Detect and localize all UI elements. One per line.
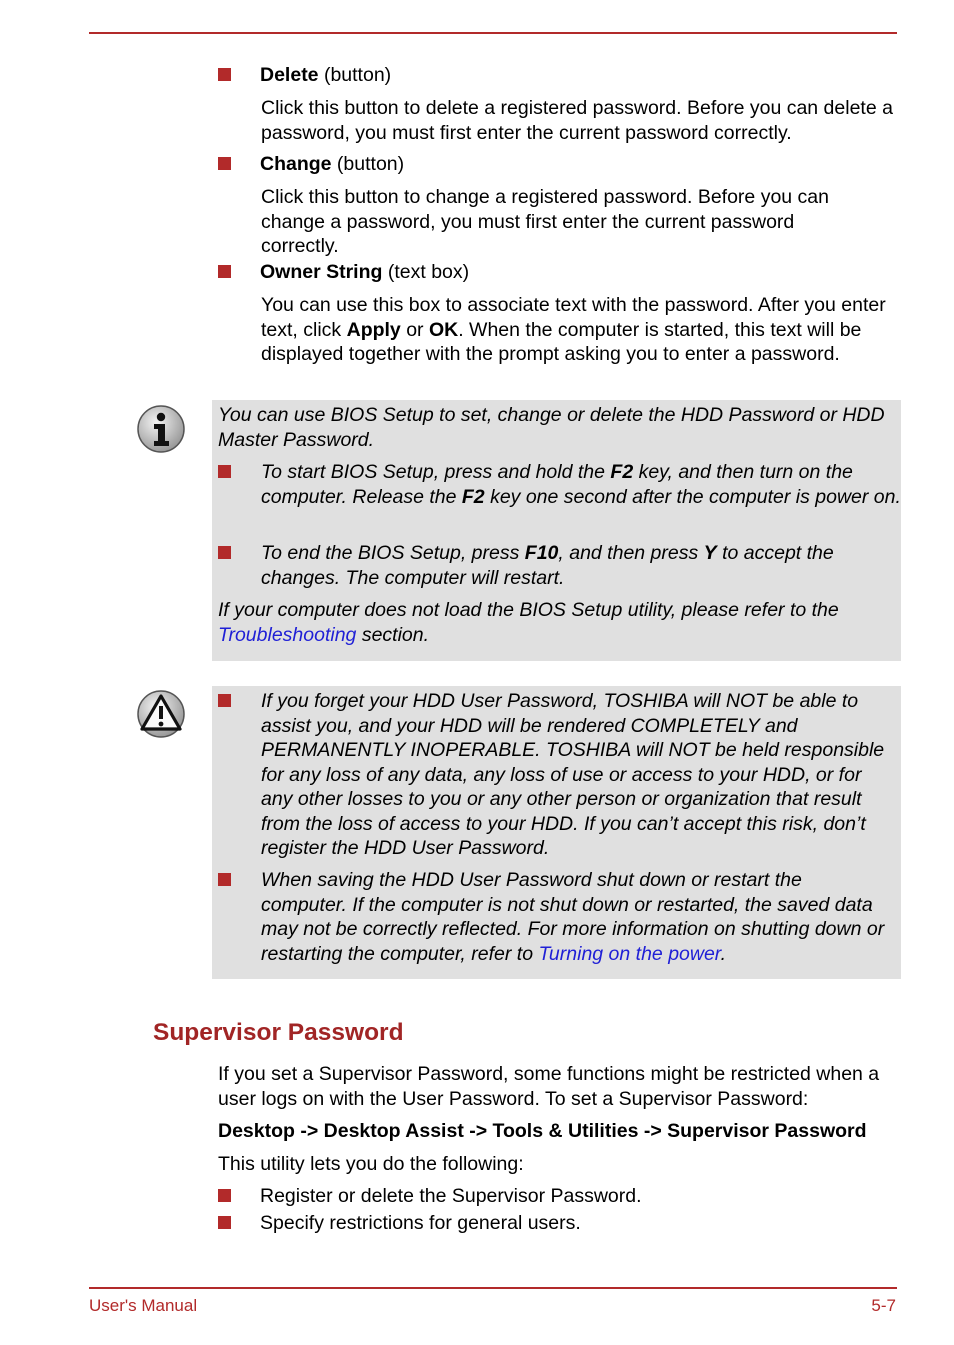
info-note-intro: You can use BIOS Setup to set, change or delete the HDD Password or HDD Master Password. — [218, 404, 885, 451]
menu-path: Desktop -> Desktop Assist -> Tools & Utilities -> Supervisor Password — [218, 1120, 867, 1142]
bullet-marker — [218, 1216, 231, 1229]
delete-item-heading — [260, 63, 900, 88]
text-span: You can use this box to associate text with the password. After you enter text, click — [261, 294, 886, 341]
f2-key-label: F2 — [461, 485, 485, 508]
info-note-bullet-2 — [261, 541, 881, 590]
text-span: To end the BIOS Setup, press — [261, 542, 525, 564]
owner-string-suffix: (text box) — [382, 261, 470, 283]
ok-label: OK — [428, 318, 459, 341]
bullet-marker — [218, 465, 231, 478]
apply-label: Apply — [346, 318, 401, 341]
bullet-marker — [218, 873, 231, 886]
list-item: Register or delete the Supervisor Password. — [260, 1185, 642, 1207]
warning-icon — [136, 689, 186, 746]
f10-key-label: F10 — [524, 542, 559, 564]
turning-on-power-link[interactable]: Turning on the power — [538, 942, 721, 965]
change-suffix: (button) — [331, 153, 405, 175]
text-span: If your computer does not load the BIOS Setup utility, please refer to the — [218, 599, 839, 621]
info-note-bullet-1 — [261, 460, 901, 509]
text-span: or — [400, 318, 429, 341]
text-span: key, and then turn on the computer. Release the — [261, 461, 853, 508]
warning-note-bullet-1: If you forget your HDD User Password, TOSHIBA will NOT be able to assist you, and your HDD will be rendered COMPLETELY and PERMANENTLY INOPERABLE. TOSHIBA will NOT be held responsible for any loss of any data, any loss of use or access to your HDD, or for any other losses to you or any other person or organization that result from the loss of access to your HDD. If you can’t accept this risk, don’t register the HDD User Password. — [261, 690, 885, 859]
warning-note-bullet-2 — [261, 868, 891, 966]
info-icon — [136, 404, 186, 461]
y-key-label: Y — [703, 542, 717, 564]
header-rule — [89, 32, 897, 34]
bullet-marker — [218, 694, 231, 707]
owner-string-title: Owner String — [260, 261, 383, 283]
page-number: 5-7 — [871, 1296, 896, 1315]
bullet-marker — [218, 68, 231, 81]
text-span: to accept the changes. The computer will restart. — [261, 542, 834, 589]
owner-string-item-heading — [260, 260, 900, 285]
f2-key-label: F2 — [610, 461, 634, 483]
text-span: When saving the HDD User Password shut down or restart the computer. If the computer is not shut down or restarted, the saved data may not be correctly reflected. For more information on shutting down or restarting the computer, refer to — [261, 869, 885, 965]
change-item-heading — [260, 152, 900, 177]
footer-title: User's Manual — [89, 1296, 198, 1315]
section-para: This utility lets you do the following: — [218, 1153, 524, 1175]
text-span: section. — [356, 623, 430, 646]
change-title: Change — [260, 153, 332, 175]
bullet-marker — [218, 546, 231, 559]
bullet-marker — [218, 265, 231, 278]
delete-description: Click this button to delete a registered password. Before you can delete a password, you must first enter the current password correctly. — [261, 97, 893, 144]
text-span: key one second after the computer is power on. — [484, 485, 901, 508]
delete-title: Delete — [260, 64, 319, 86]
section-heading: Supervisor Password — [153, 1019, 404, 1046]
text-span: , and then press — [558, 542, 704, 564]
info-note-outro — [218, 598, 888, 647]
list-item: Specify restrictions for general users. — [260, 1212, 581, 1234]
bullet-marker — [218, 157, 231, 170]
footer-rule — [89, 1287, 897, 1289]
text-span: . When the computer is started, this text will be displayed together with the prompt asking you to enter a password. — [261, 318, 862, 365]
bullet-marker — [218, 1189, 231, 1202]
owner-string-description — [261, 293, 886, 367]
text-span: To start BIOS Setup, press and hold the — [261, 461, 611, 483]
troubleshooting-link[interactable]: Troubleshooting — [218, 623, 357, 646]
section-intro: If you set a Supervisor Password, some functions might be restricted when a user logs on with the User Password. To set a Supervisor Password: — [218, 1063, 880, 1110]
text-span: . — [720, 942, 726, 965]
change-description: Click this button to change a registered password. Before you can change a password, you must first enter the current password correctly. — [261, 186, 829, 257]
delete-suffix: (button) — [318, 64, 392, 86]
